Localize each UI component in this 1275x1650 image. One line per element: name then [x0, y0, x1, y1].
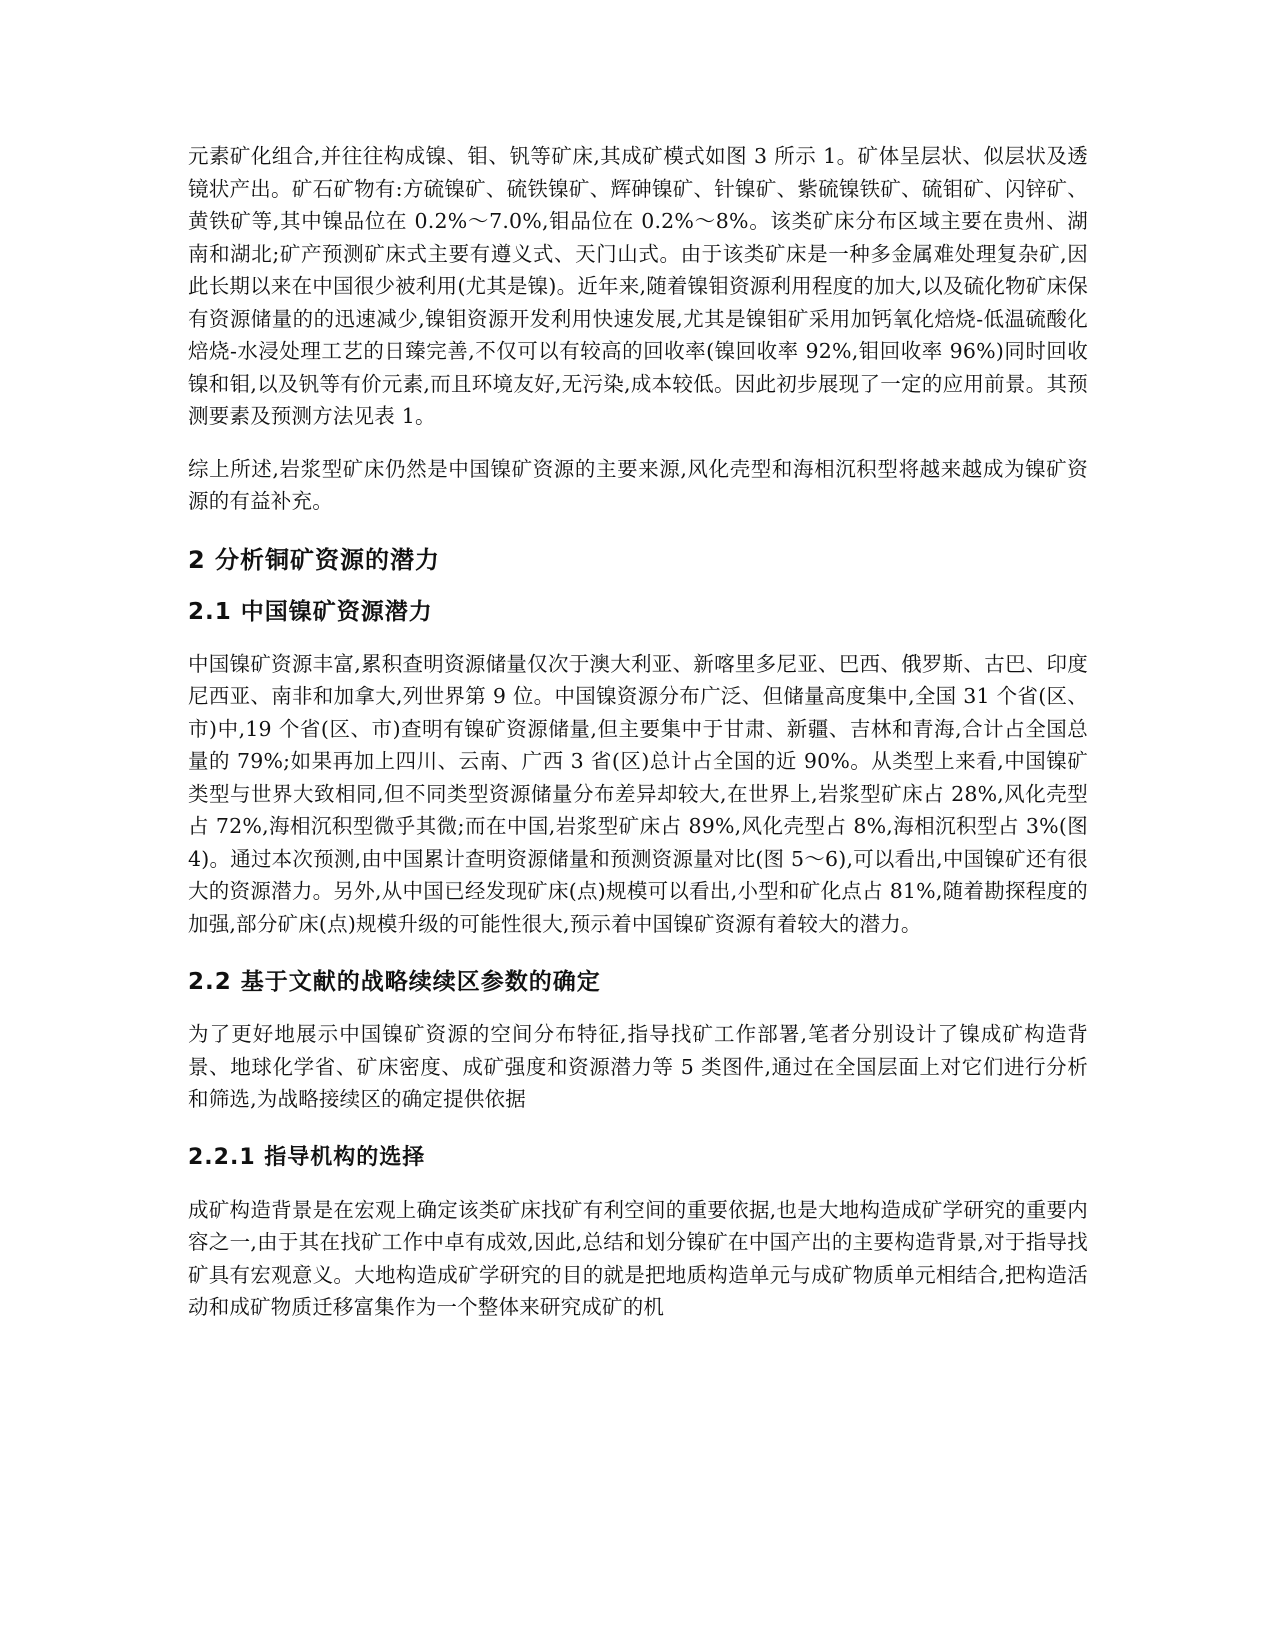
document-page: [188, 140, 1088, 1324]
paragraph-nickel-resource-potential: 中国镍矿资源丰富,累积查明资源储量仅次于澳大利亚、新喀里多尼亚、巴西、俄罗斯、古巴、印度尼西亚、南非和加拿大,列世界第 9 位。中国镍资源分布广泛、但储量高度集中,全国 31 个省(区、市)中,19 个省(区、市)查明有镍矿资源储量,但主要集中于甘肃、新疆、吉林和青海,合计占全国总量的 79%;如果再加上四川、云南、广西 3 省(区)总计占全国的近 90%。从类型上来看,中国镍矿类型与世界大致相同,但不同类型资源储量分布差异却较大,在世界上,岩浆型矿床占 28%,风化壳型占 72%,海相沉积型微乎其微;而在中国,岩浆型矿床占 89%,风化壳型占 8%,海相沉积型占 3%(图 4)。通过本次预测,由中国累计查明资源储量和预测资源量对比(图 5～6),可以看出,中国镍矿还有很大的资源潜力。另外,从中国已经发现矿床(点)规模可以看出,小型和矿化点占 81%,随着勘探程度的加强,部分矿床(点)规模升级的可能性很大,预示着中国镍矿资源有着较大的潜力。: [188, 651, 1088, 936]
paragraph-summary: 综上所述,岩浆型矿床仍然是中国镍矿资源的主要来源,风化壳型和海相沉积型将越来越成为镍矿资源的有益补充。: [188, 456, 1088, 513]
paragraph-tectonic-background: 成矿构造背景是在宏观上确定该类矿床找矿有利空间的重要依据,也是大地构造成矿学研究的重要内容之一,由于其在找矿工作中卓有成效,因此,总结和划分镍矿在中国产出的主要构造背景,对于指导找矿具有宏观意义。大地构造成矿学研究的目的就是把地质构造单元与成矿物质单元相结合,把构造活动和成矿物质迁移富集作为一个整体来研究成矿的机: [188, 1197, 1088, 1319]
section-heading-2-2: 2.2 基于文献的战略续续区参数的确定: [188, 969, 601, 995]
section-heading-2: 2 分析铜矿资源的潜力: [188, 545, 441, 574]
section-heading-2-1: 2.1 中国镍矿资源潜力: [188, 598, 433, 625]
paragraph-strategic-area-parameters: 为了更好地展示中国镍矿资源的空间分布特征,指导找矿工作部署,笔者分别设计了镍成矿构造背景、地球化学省、矿床密度、成矿强度和资源潜力等 5 类图件,通过在全国层面上对它们进行分析和筛选,为战略接续区的确定提供依据: [188, 1022, 1088, 1111]
section-heading-2-2-1: 2.2.1 指导机构的选择: [188, 1144, 426, 1170]
paragraph-ore-deposit-description: 元素矿化组合,并往往构成镍、钼、钒等矿床,其成矿模式如图 3 所示 1。矿体呈层状、似层状及透镜状产出。矿石矿物有:方硫镍矿、硫铁镍矿、辉砷镍矿、针镍矿、紫硫镍铁矿、硫钼矿、闪锌矿、黄铁矿等,其中镍品位在 0.2%～7.0%,钼品位在 0.2%～8%。该类矿床分布区域主要在贵州、湖南和湖北;矿产预测矿床式主要有遵义式、天门山式。由于该类矿床是一种多金属难处理复杂矿,因此长期以来在中国很少被利用(尤其是镍)。近年来,随着镍钼资源利用程度的加大,以及硫化物矿床保有资源储量的的迅速减少,镍钼资源开发利用快速发展,尤其是镍钼矿采用加钙氧化焙烧-低温硫酸化焙烧-水浸处理工艺的日臻完善,不仅可以有较高的回收率(镍回收率 92%,钼回收率 96%)同时回收镍和钼,以及钒等有价元素,而且环境友好,无污染,成本较低。因此初步展现了一定的应用前景。其预测要素及预测方法见表 1。: [188, 144, 1088, 428]
